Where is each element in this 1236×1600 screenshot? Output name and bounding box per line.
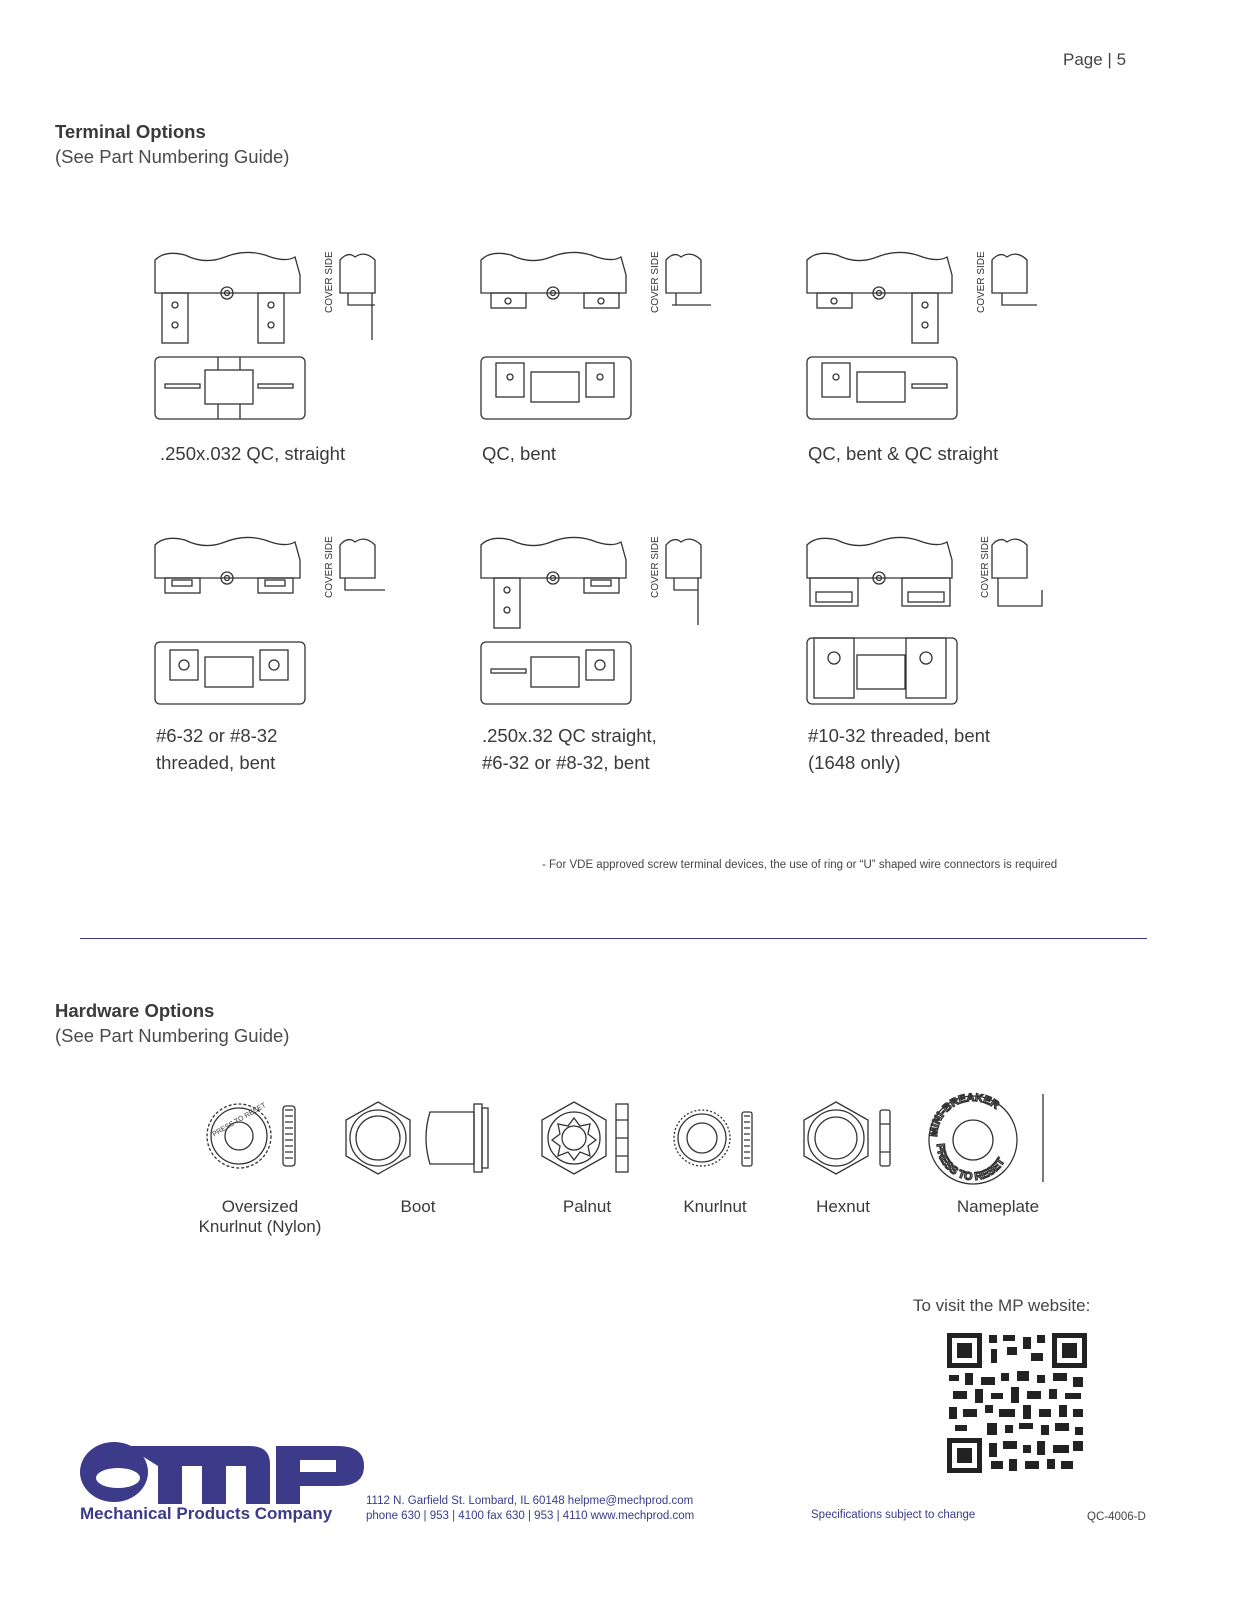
spec-note: Specifications subject to change [811,1509,976,1521]
terminal-qc-straight-drawing [150,245,410,430]
hexnut-drawing [800,1100,900,1175]
cover-side-label: COVER SIDE [324,251,335,313]
hardware-options-title: Hardware Options [55,1000,215,1021]
terminal-option-4-caption: #6-32 or #8-32 threaded, bent [156,725,278,773]
hardware-palnut-label: Palnut [562,1197,612,1216]
hardware-nameplate-label: Nameplate [956,1197,1040,1216]
oversized-knurlnut-drawing [205,1100,315,1175]
footer-address: 1112 N. Garfield St. Lombard, IL 60148 helpme@mechprod.com phone 630 | 953 | 4100 fax 630 | 953 | 4110 www.mechprod.com [366,1495,695,1522]
terminal-options-subtitle: (See Part Numbering Guide) [55,146,290,167]
terminal-option-3-caption: QC, bent & QC straight [808,443,999,464]
hardware-options-subtitle: (See Part Numbering Guide) [55,1025,290,1046]
nameplate-drawing [925,1092,1055,1182]
document-id: QC-4006-D [1087,1511,1146,1523]
page-number: Page | 5 [1063,50,1127,69]
press-to-reset-text: PRESS TO RESET [211,1102,268,1139]
hardware-knurlnut-label: Knurlnut [683,1197,747,1216]
qr-code[interactable] [947,1333,1087,1473]
hardware-hexnut-label: Hexnut [816,1197,870,1216]
section-divider [80,938,1147,939]
company-name: Mechanical Products Company [80,1504,333,1523]
terminal-option-2-caption: QC, bent [482,443,557,464]
cover-side-label: COVER SIDE [980,536,991,598]
cover-side-label: COVER SIDE [650,536,661,598]
nameplate-bottom-text: PRESS TO RESET [933,1143,1008,1184]
cover-side-label: COVER SIDE [976,251,987,313]
terminal-option-1-caption: .250x.032 QC, straight [160,443,346,464]
cover-side-label: COVER SIDE [324,536,335,598]
vde-note: - For VDE approved screw terminal devices, the use of ring or “U” shaped wire connectors is required [542,859,1058,871]
palnut-drawing [538,1100,638,1175]
boot-drawing [342,1100,512,1175]
terminal-options-title: Terminal Options [55,121,206,142]
terminal-qc-bent-drawing [476,245,736,430]
terminal-10-32-threaded-drawing [802,530,1062,715]
knurlnut-drawing [672,1108,762,1173]
terminal-threaded-bent-drawing [150,530,410,715]
terminal-option-5-caption: .250x.32 QC straight, #6-32 or #8-32, bent [482,725,657,773]
hardware-boot-label: Boot [400,1197,436,1216]
hardware-oversized-knurlnut-label: Oversized Knurlnut (Nylon) [198,1197,322,1236]
mp-logo [80,1440,370,1506]
terminal-qc-bent-and-straight-drawing [802,245,1062,430]
terminal-qc-straight-threaded-drawing [476,530,736,715]
visit-website-text: To visit the MP website: [913,1296,1091,1315]
cover-side-label: COVER SIDE [650,251,661,313]
terminal-option-6-caption: #10-32 threaded, bent (1648 only) [808,725,991,773]
nameplate-top-text: MINI-BREAKER [927,1091,1002,1138]
